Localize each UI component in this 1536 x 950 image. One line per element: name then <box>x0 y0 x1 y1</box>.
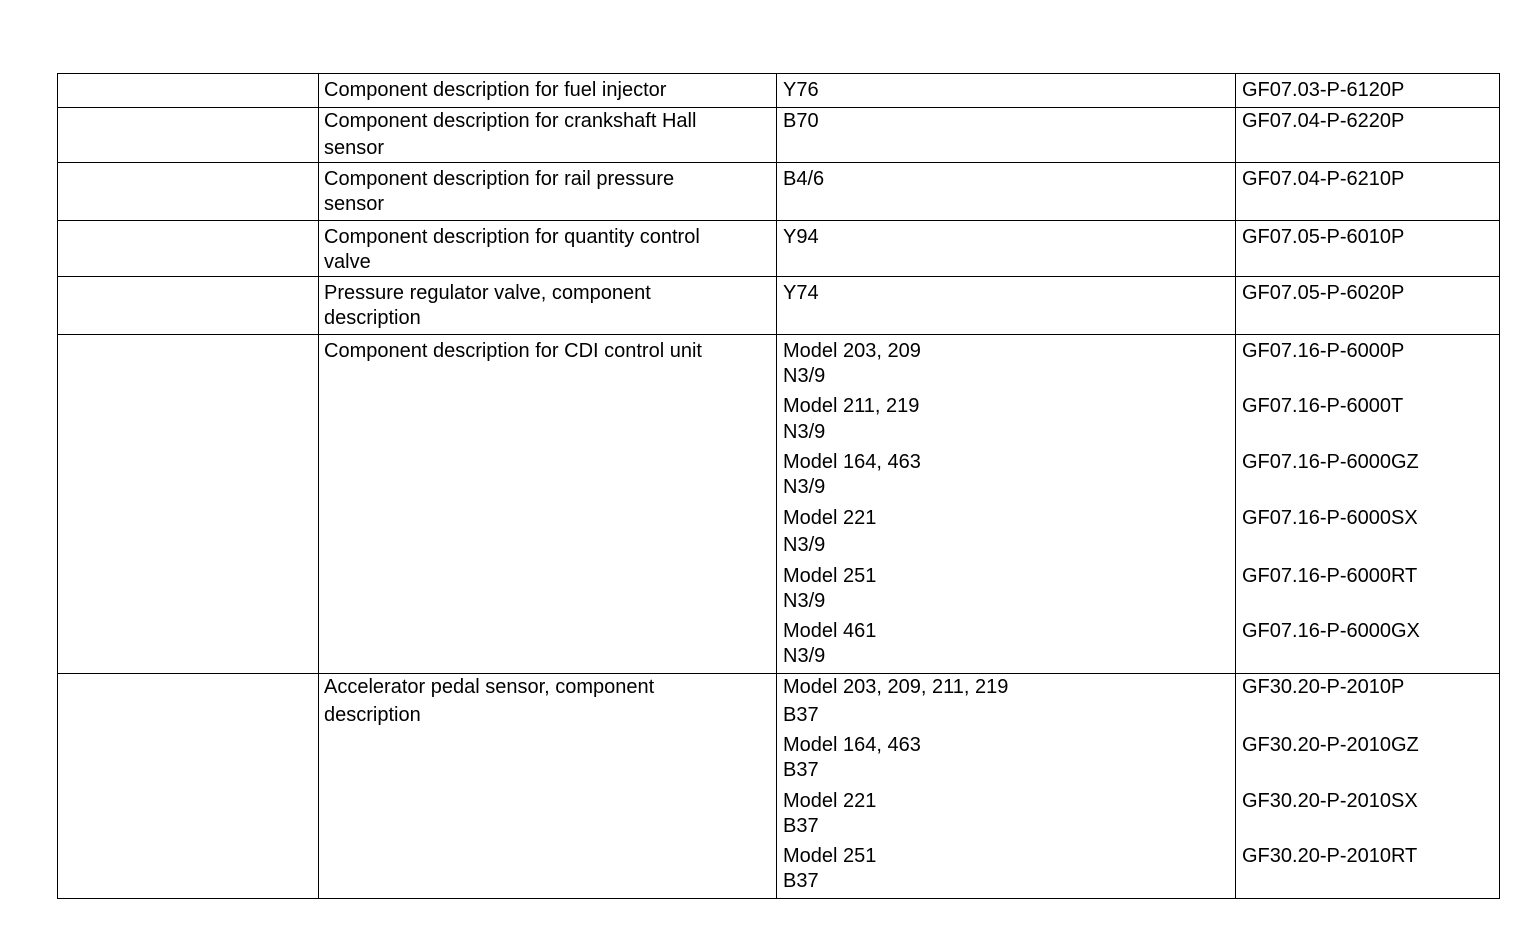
row-description: description <box>324 704 421 726</box>
component-code: B37 <box>783 870 819 892</box>
row-description: Component description for quantity control <box>324 226 700 248</box>
model-label: Model 221 <box>783 507 877 529</box>
component-code: Y94 <box>783 226 819 248</box>
row-description: sensor <box>324 193 385 215</box>
document-reference: GF07.16-P-6000P <box>1242 340 1405 362</box>
row-description: description <box>324 307 421 329</box>
model-label: Model 251 <box>783 565 877 587</box>
document-reference: GF07.05-P-6010P <box>1242 226 1405 248</box>
component-table <box>57 73 1500 899</box>
component-code: N3/9 <box>783 476 826 498</box>
component-code: B37 <box>783 704 819 726</box>
component-code: N3/9 <box>783 365 826 387</box>
row-description: sensor <box>324 137 385 159</box>
component-code: N3/9 <box>783 590 826 612</box>
row-divider <box>58 673 1499 674</box>
row-divider <box>58 276 1499 277</box>
document-reference: GF07.03-P-6120P <box>1242 79 1405 101</box>
component-code: B37 <box>783 759 819 781</box>
component-code: N3/9 <box>783 534 826 556</box>
column-divider <box>776 74 777 898</box>
component-code: B70 <box>783 110 819 132</box>
model-label: Model 461 <box>783 620 877 642</box>
document-reference: GF30.20-P-2010RT <box>1242 845 1418 867</box>
document-reference: GF07.04-P-6210P <box>1242 168 1405 190</box>
component-code: B37 <box>783 815 819 837</box>
column-divider <box>318 74 319 898</box>
component-code: N3/9 <box>783 421 826 443</box>
row-description: Pressure regulator valve, component <box>324 282 651 304</box>
row-description: Component description for CDI control unit <box>324 340 702 362</box>
row-description: Component description for crankshaft Hall <box>324 110 697 132</box>
row-description: Component description for rail pressure <box>324 168 675 190</box>
document-reference: GF30.20-P-2010SX <box>1242 790 1418 812</box>
document-reference: GF07.16-P-6000T <box>1242 395 1404 417</box>
model-label: Model 251 <box>783 845 877 867</box>
row-divider <box>58 220 1499 221</box>
document-reference: GF07.04-P-6220P <box>1242 110 1405 132</box>
document-reference: GF07.16-P-6000RT <box>1242 565 1418 587</box>
document-reference: GF07.05-P-6020P <box>1242 282 1405 304</box>
document-reference: GF07.16-P-6000GZ <box>1242 451 1419 473</box>
row-divider <box>58 334 1499 335</box>
component-code: N3/9 <box>783 645 826 667</box>
document-reference: GF07.16-P-6000GX <box>1242 620 1420 642</box>
row-description: Component description for fuel injector <box>324 79 667 101</box>
row-divider <box>58 162 1499 163</box>
row-description: valve <box>324 251 371 273</box>
model-label: Model 203, 209, 211, 219 <box>783 676 1009 698</box>
model-label: Model 211, 219 <box>783 395 920 417</box>
column-divider <box>1235 74 1236 898</box>
model-label: Model 221 <box>783 790 877 812</box>
document-reference: GF30.20-P-2010GZ <box>1242 734 1419 756</box>
document-reference: GF07.16-P-6000SX <box>1242 507 1418 529</box>
row-divider <box>58 107 1499 108</box>
row-description: Accelerator pedal sensor, component <box>324 676 655 698</box>
document-reference: GF30.20-P-2010P <box>1242 676 1405 698</box>
model-label: Model 164, 463 <box>783 451 921 473</box>
component-code: B4/6 <box>783 168 825 190</box>
model-label: Model 164, 463 <box>783 734 921 756</box>
model-label: Model 203, 209 <box>783 340 921 362</box>
component-code: Y76 <box>783 79 819 101</box>
component-code: Y74 <box>783 282 819 304</box>
